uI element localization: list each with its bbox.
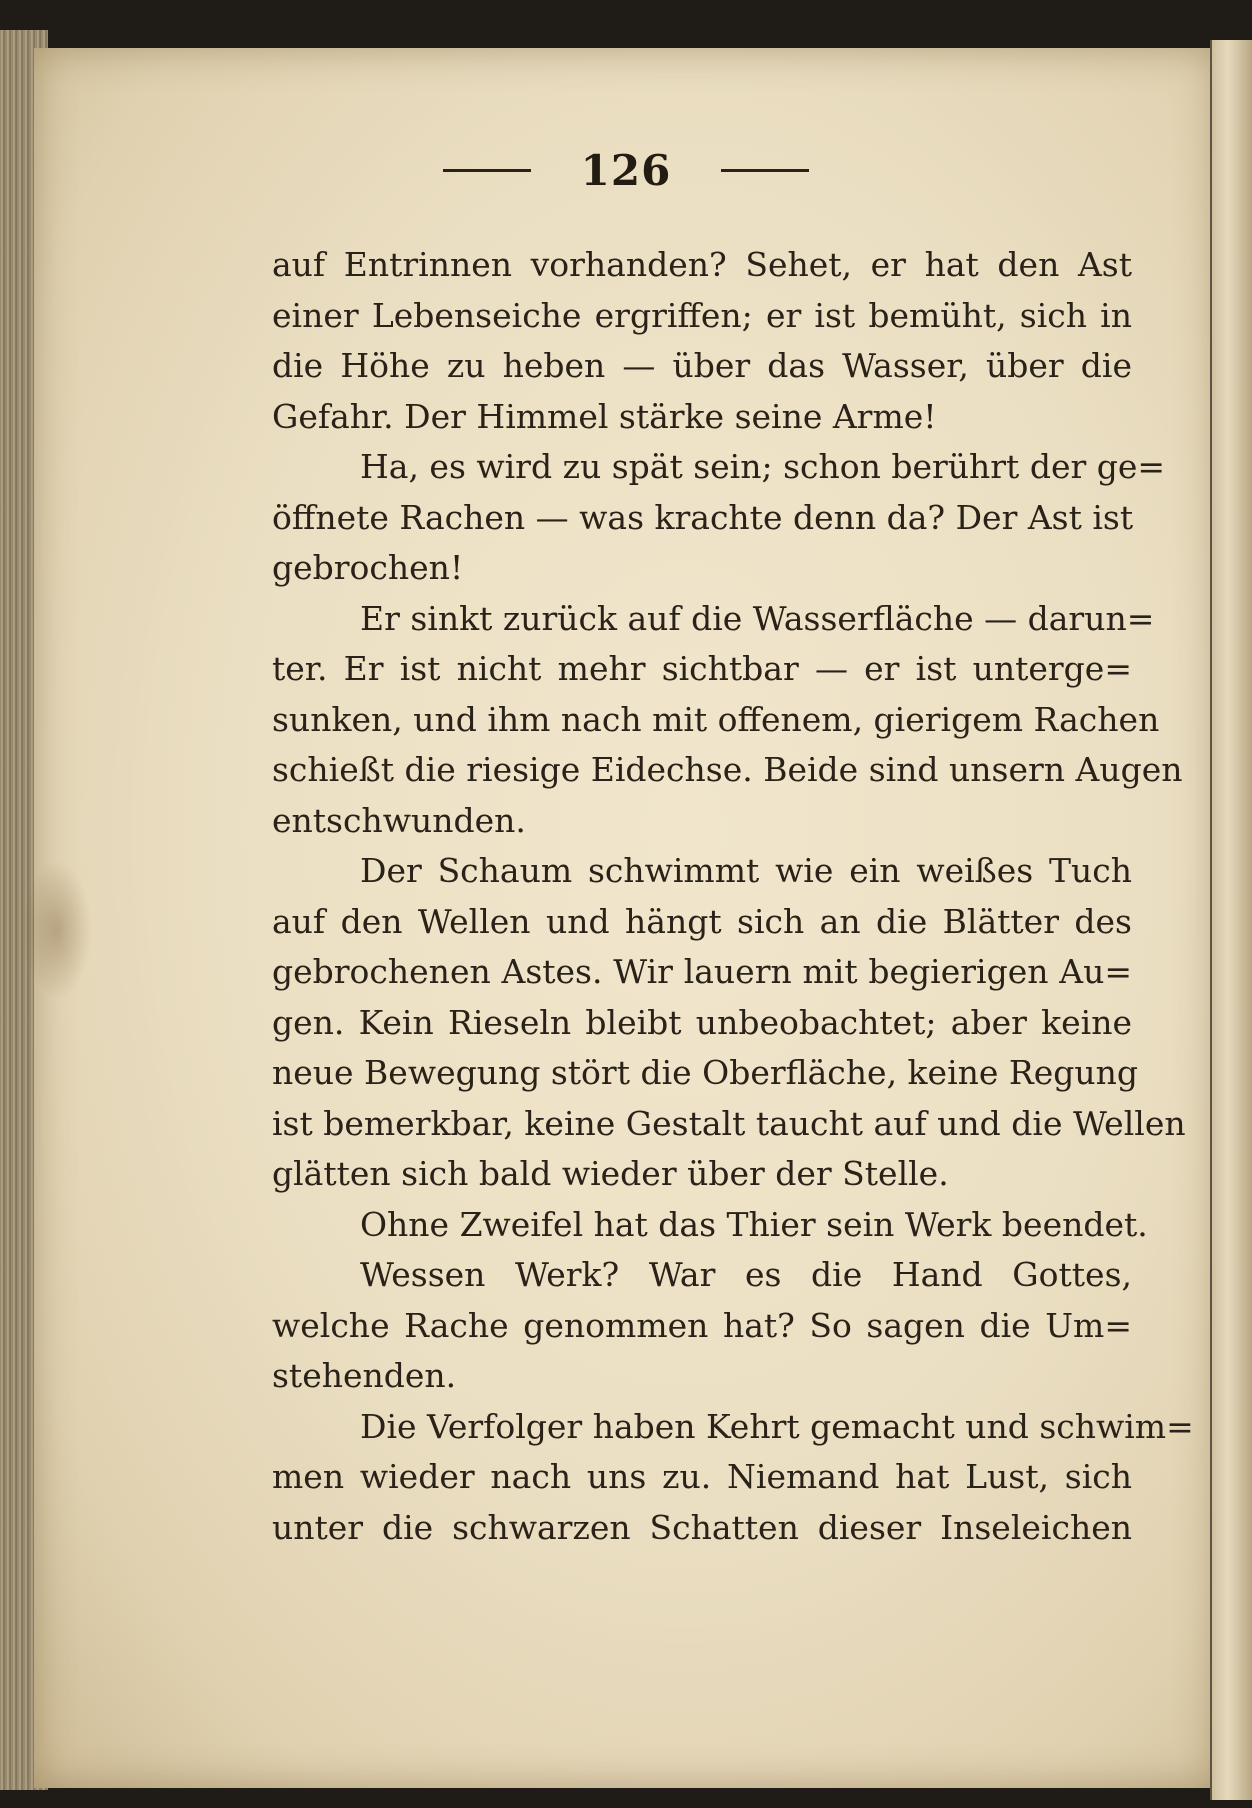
text-line: auf den Wellen und hängt sich an die Blätter des xyxy=(272,901,1132,941)
text-line: gebrochenen Astes. Wir lauern mit begierigen Au= xyxy=(272,952,1132,991)
text-line: gebrochen! xyxy=(272,548,464,587)
text-line: entschwunden. xyxy=(272,800,526,840)
right-page-edge xyxy=(1210,40,1252,1800)
text-line: einer Lebenseiche ergriffen; er ist bemüht, sich in xyxy=(272,295,1132,335)
text-line: Gefahr. Der Himmel stärke seine Arme! xyxy=(272,396,937,436)
text-line: Ha, es wird zu spät sein; schon berührt der ge= xyxy=(360,447,1166,486)
text-line: stehenden. xyxy=(272,1356,457,1395)
text-line: neue Bewegung stört die Oberfläche, keine Regung xyxy=(272,1053,1139,1092)
text-line: Ohne Zweifel hat das Thier sein Werk beendet. xyxy=(360,1204,1148,1244)
page-number: 126 xyxy=(580,145,672,195)
text-line: auf Entrinnen vorhanden? Sehet, er hat den Ast xyxy=(272,245,1132,284)
text-line: die Höhe zu heben — über das Wasser, über die xyxy=(272,346,1132,385)
text-line: welche Rache genommen hat? So sagen die Um= xyxy=(272,1305,1132,1345)
text-line: glätten sich bald wieder über der Stelle. xyxy=(272,1154,949,1193)
page-header xyxy=(0,140,1252,200)
body-text xyxy=(272,240,1194,1553)
text-line: gen. Kein Rieseln bleibt unbeobachtet; aber keine xyxy=(272,1002,1132,1042)
text-line: ter. Er ist nicht mehr sichtbar — er ist unterge= xyxy=(272,649,1132,688)
text-line: men wieder nach uns zu. Niemand hat Lust, sich xyxy=(272,1457,1132,1496)
header-rule-left xyxy=(443,169,531,172)
text-line: öffnete Rachen — was krachte denn da? Der Ast ist xyxy=(272,497,1134,537)
paper-stain xyxy=(22,860,92,1000)
text-line: schießt die riesige Eidechse. Beide sind unsern Augen xyxy=(272,750,1183,789)
text-line: sunken, und ihm nach mit offenem, gierigem Rachen xyxy=(272,699,1160,739)
text-line: Die Verfolger haben Kehrt gemacht und schwim= xyxy=(360,1406,1194,1446)
text-line: unter die schwarzen Schatten dieser Inseleichen xyxy=(272,1507,1132,1547)
header-rule-right xyxy=(721,169,809,172)
text-line: Er sinkt zurück auf die Wasserfläche — darun= xyxy=(360,598,1155,638)
text-line: ist bemerkbar, keine Gestalt taucht auf und die Wellen xyxy=(272,1103,1186,1143)
text-line: Der Schaum schwimmt wie ein weißes Tuch xyxy=(360,851,1132,890)
text-line: Wessen Werk? War es die Hand Gottes, xyxy=(360,1255,1132,1294)
